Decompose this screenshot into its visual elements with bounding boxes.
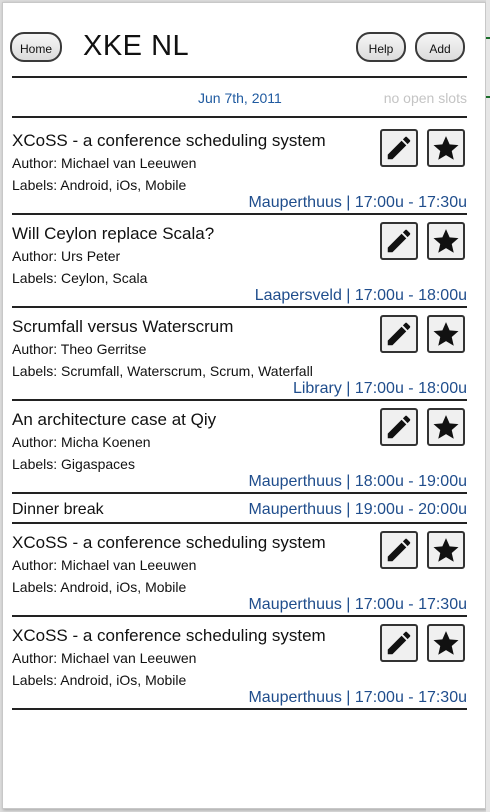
- edit-talk-button[interactable]: [380, 222, 418, 260]
- home-button[interactable]: Home: [10, 32, 62, 62]
- open-slots-status: no open slots: [383, 90, 467, 106]
- star-icon: [431, 535, 461, 565]
- star-icon: [431, 319, 461, 349]
- talk-labels: Labels: Ceylon, Scala: [12, 270, 148, 286]
- app-header: [10, 26, 466, 74]
- page-title: XKE NL: [83, 30, 190, 62]
- star-icon: [431, 226, 461, 256]
- talk-author: Author: Michael van Leeuwen: [12, 155, 197, 171]
- pencil-icon: [384, 319, 414, 349]
- talk-location-time: Library | 17:00u - 18:00u: [292, 380, 467, 397]
- divider: [12, 306, 467, 308]
- edit-talk-button[interactable]: [380, 408, 418, 446]
- favorite-talk-button[interactable]: [427, 222, 465, 260]
- pencil-icon: [384, 226, 414, 256]
- scrollbar-marker: [486, 37, 490, 39]
- talk-location-time: Mauperthuus | 18:00u - 19:00u: [248, 473, 467, 490]
- help-button[interactable]: Help: [356, 32, 406, 62]
- star-icon: [431, 412, 461, 442]
- talk-title: Scrumfall versus Waterscrum: [12, 317, 234, 336]
- divider: [12, 615, 467, 617]
- favorite-talk-button[interactable]: [427, 129, 465, 167]
- date-label: Jun 7th, 2011: [198, 90, 282, 106]
- talk-title: Will Ceylon replace Scala?: [12, 224, 215, 243]
- talk-author: Author: Urs Peter: [12, 248, 121, 264]
- talk-labels: Labels: Android, iOs, Mobile: [12, 672, 187, 688]
- talk-author: Author: Michael van Leeuwen: [12, 557, 197, 573]
- talk-title: An architecture case at Qiy: [12, 410, 217, 429]
- divider: [12, 708, 467, 710]
- divider: [12, 76, 467, 78]
- scrollbar-marker: [486, 96, 490, 98]
- divider: [12, 116, 467, 118]
- edit-talk-button[interactable]: [380, 531, 418, 569]
- talk-author: Author: Theo Gerritse: [12, 341, 147, 357]
- talk-author: Author: Micha Koenen: [12, 434, 151, 450]
- pencil-icon: [384, 133, 414, 163]
- favorite-talk-button[interactable]: [427, 624, 465, 662]
- talk-location-time: Mauperthuus | 17:00u - 17:30u: [248, 596, 467, 613]
- talk-location-time: Laapersveld | 17:00u - 18:00u: [254, 287, 467, 304]
- pencil-icon: [384, 628, 414, 658]
- talk-title: XCoSS - a conference scheduling system: [12, 533, 326, 552]
- edit-talk-button[interactable]: [380, 315, 418, 353]
- break-item: [12, 497, 467, 523]
- talk-author: Author: Michael van Leeuwen: [12, 650, 197, 666]
- talk-title: XCoSS - a conference scheduling system: [12, 131, 326, 150]
- break-title: Dinner break: [12, 501, 104, 518]
- talk-labels: Labels: Scrumfall, Waterscrum, Scrum, Waterfall: [12, 363, 313, 379]
- divider: [12, 213, 467, 215]
- talk-location-time: Mauperthuus | 17:00u - 17:30u: [248, 689, 467, 706]
- divider: [12, 522, 467, 524]
- favorite-talk-button[interactable]: [427, 408, 465, 446]
- edit-talk-button[interactable]: [380, 129, 418, 167]
- pencil-icon: [384, 412, 414, 442]
- talk-title: XCoSS - a conference scheduling system: [12, 626, 326, 645]
- divider: [12, 399, 467, 401]
- divider: [12, 492, 467, 494]
- pencil-icon: [384, 535, 414, 565]
- talk-labels: Labels: Gigaspaces: [12, 456, 135, 472]
- scrollbar-track[interactable]: [486, 0, 490, 812]
- date-bar: [12, 82, 467, 114]
- add-button[interactable]: Add: [415, 32, 465, 62]
- favorite-talk-button[interactable]: [427, 315, 465, 353]
- talk-labels: Labels: Android, iOs, Mobile: [12, 579, 187, 595]
- talk-location-time: Mauperthuus | 17:00u - 17:30u: [248, 194, 467, 211]
- star-icon: [431, 133, 461, 163]
- talk-labels: Labels: Android, iOs, Mobile: [12, 177, 187, 193]
- favorite-talk-button[interactable]: [427, 531, 465, 569]
- star-icon: [431, 628, 461, 658]
- break-location-time: Mauperthuus | 19:00u - 20:00u: [248, 501, 467, 518]
- edit-talk-button[interactable]: [380, 624, 418, 662]
